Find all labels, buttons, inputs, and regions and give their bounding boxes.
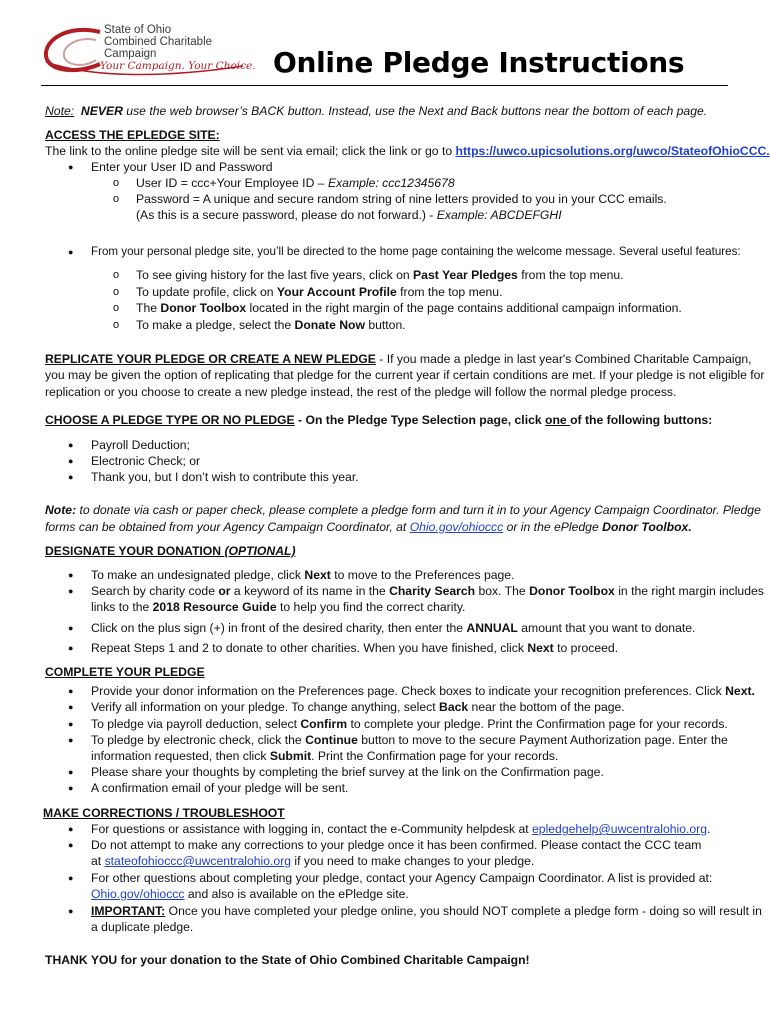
next-text: Next	[304, 568, 331, 582]
step-text: . Print the Confirmation page for your records.	[311, 749, 559, 763]
bullet-icon: ●	[68, 783, 74, 793]
option-payroll: Payroll Deduction;	[91, 438, 190, 452]
complete-step6: A confirmation email of your pledge will be sent.	[91, 781, 349, 795]
feature-text: located in the right margin of the page contains additional campaign information.	[246, 301, 682, 315]
item-text: For questions or assistance with logging in, contact the e-Community helpdesk at	[91, 822, 533, 836]
step-text: links to the	[91, 600, 153, 614]
bullet-icon: ●	[68, 767, 74, 777]
option-no-contribution: Thank you, but I don’t wish to contribute this year.	[91, 470, 359, 484]
step-text: To pledge via payroll deduction, select	[91, 717, 301, 731]
feature-text: button.	[364, 318, 406, 332]
donor-toolbox-text: Donor Toolbox	[529, 584, 615, 598]
step-text: To make an undesignated pledge, click	[91, 568, 305, 582]
bullet-icon: ●	[68, 586, 74, 596]
complete-step5: Please share your thoughts by completing the brief survey at the link on the Confirmation page.	[91, 765, 604, 779]
access-intro	[45, 143, 770, 159]
bullet-icon: ●	[68, 906, 74, 916]
bullet-icon: ●	[68, 456, 74, 466]
step-text: near the bottom of the page.	[468, 700, 625, 714]
step-text: to help you find the correct charity.	[276, 600, 466, 614]
replicate-text: - If you made a pledge in last year's Combined Charitable Campaign,	[375, 352, 752, 366]
or-text: or	[218, 584, 231, 598]
sub-bullet-icon: o	[113, 177, 120, 189]
bullet-icon: ●	[68, 570, 74, 580]
step-text: box. The	[475, 584, 530, 598]
step-text: Verify all information on your pledge. To change anything, select	[91, 700, 440, 714]
password-item: Password = A unique and secure random string of nine letters provided to you in your CCC emails.	[136, 192, 667, 206]
userid-text: User ID = ccc+Your Employee ID –	[136, 176, 328, 190]
ohio-ccc-logo	[38, 22, 256, 82]
designate-step3	[91, 620, 695, 636]
step-text: a keyword of its name in the	[230, 584, 390, 598]
access-heading: ACCESS THE EPLEDGE SITE:	[45, 128, 220, 142]
donate-now-text: Donate Now	[294, 318, 365, 332]
bullet-icon: ●	[68, 735, 74, 745]
note-text: use the web browser’s BACK button. Instead, use the Next and Back buttons near the bottom of each page.	[122, 104, 708, 118]
feature-text: To update profile, click on	[136, 285, 277, 299]
epledge-site-link[interactable]: https://uwco.upicsolutions.org/uwco/StateofOhioCCC.	[455, 144, 770, 158]
your-account-profile-text: Your Account Profile	[276, 285, 397, 299]
bullet-icon: ●	[68, 824, 74, 834]
step-text: button to move to the secure Payment Authorization page. Enter the	[357, 733, 728, 747]
complete-step1	[91, 683, 755, 699]
important-label: IMPORTANT:	[91, 904, 166, 918]
note-text: to donate via cash or paper check, please complete a pledge form and turn it in to your Agency Campaign Coordinator. Pledge	[76, 503, 761, 517]
access-intro-text: The link to the online pledge site will be sent via email; click the link or go to	[45, 144, 456, 158]
sub-bullet-icon: o	[113, 269, 120, 281]
bullet-icon: ●	[68, 643, 74, 653]
charity-search-text: Charity Search	[389, 584, 476, 598]
sub-bullet-icon: o	[113, 286, 120, 298]
password-example: Example: ABCDEFGHI	[436, 208, 562, 222]
designate-heading	[45, 543, 296, 559]
bullet-icon: ●	[68, 719, 74, 729]
note-label: Note:	[45, 104, 75, 118]
feature-text: The	[136, 301, 161, 315]
userid-example: Example: ccc12345678	[327, 176, 455, 190]
logo-tagline: Your Campaign. Your Choice.	[100, 60, 256, 72]
complete-step2	[91, 699, 625, 715]
note-cash-check	[45, 502, 761, 518]
corrections-heading: MAKE CORRECTIONS / TROUBLESHOOT	[43, 806, 285, 820]
complete-step4-line2	[91, 748, 558, 764]
choose-heading-line	[45, 412, 712, 428]
feature-text: from the top menu.	[517, 268, 624, 282]
designate-step2-line2	[91, 599, 465, 615]
item-text: and also is available on the ePledge site.	[184, 887, 409, 901]
ohio-ccc-link[interactable]: Ohio.gov/ohioccc	[91, 887, 185, 901]
step-text: amount that you want to donate.	[517, 621, 696, 635]
bullet-icon: ●	[68, 702, 74, 712]
note-label: Note:	[45, 503, 77, 517]
bullet-icon: ●	[68, 840, 74, 850]
step-text: to move to the Preferences page.	[330, 568, 515, 582]
past-year-pledges-text: Past Year Pledges	[413, 268, 518, 282]
feature-text: To make a pledge, select the	[136, 318, 295, 332]
step-text: to proceed.	[553, 641, 619, 655]
logo-text-line1: State of Ohio	[104, 24, 172, 36]
corrections-item2: Do not attempt to make any corrections to your pledge once it has been confirmed. Please contact the CCC team	[91, 838, 702, 852]
sub-bullet-icon: o	[113, 193, 120, 205]
corrections-item3-line2	[91, 886, 409, 902]
submit-text: Submit	[269, 749, 312, 763]
choose-heading: CHOOSE A PLEDGE TYPE OR NO PLEDGE	[45, 413, 295, 427]
enter-credentials: Enter your User ID and Password	[91, 160, 273, 174]
next-text: Next.	[725, 684, 755, 698]
item-text: .	[707, 822, 711, 836]
corrections-item1	[91, 821, 710, 837]
step-text: information requested, then click	[91, 749, 270, 763]
choose-text: of the following buttons:	[570, 413, 713, 427]
donor-toolbox-text: Donor Toolbox.	[602, 520, 692, 534]
corrections-item2-line2	[91, 853, 534, 869]
feature-text: To see giving history for the last five years, click on	[136, 268, 414, 282]
bullet-icon: ●	[68, 472, 74, 482]
bullet-icon: ●	[68, 162, 74, 172]
feature-donate-now	[136, 317, 406, 333]
step-text: Repeat Steps 1 and 2 to donate to other charities. When you have finished, click	[91, 641, 528, 655]
bullet-icon: ●	[68, 623, 74, 633]
donor-toolbox-text: Donor Toolbox	[160, 301, 247, 315]
feature-text: from the top menu.	[396, 285, 503, 299]
optional-label: (OPTIONAL)	[224, 544, 296, 558]
replicate-line2: you may be given the option of replicating that pledge for the current year if certain conditions are met. If your pledge is not eligible for	[45, 368, 765, 382]
item-text: at	[91, 854, 105, 868]
annual-text: ANNUAL	[466, 621, 518, 635]
note-browser-back	[45, 103, 707, 119]
bullet-icon: ●	[68, 686, 74, 696]
password-note	[136, 207, 562, 223]
designate-step1	[91, 567, 514, 583]
bullet-icon: ●	[68, 440, 74, 450]
designate-step2	[91, 583, 764, 599]
note-text: forms can be obtained from your Agency Campaign Coordinator, at	[45, 520, 410, 534]
option-echeck: Electronic Check; or	[91, 454, 201, 468]
bullet-icon: ●	[68, 247, 74, 257]
feature-profile	[136, 284, 502, 300]
thank-you-message: THANK YOU for your donation to the State of Ohio Combined Charitable Campaign!	[45, 953, 530, 967]
back-text: Back	[439, 700, 469, 714]
page-title: Online Pledge Instructions	[273, 46, 685, 79]
complete-step4	[91, 732, 728, 748]
corrections-item4	[91, 903, 762, 919]
sub-bullet-icon: o	[113, 319, 120, 331]
epledgehelp-email-link[interactable]: epledgehelp@uwcentralohio.org	[532, 822, 708, 836]
feature-donor-toolbox	[136, 300, 682, 316]
note-cash-check-line2	[45, 519, 692, 535]
item-text: Once you have completed your pledge online, you should NOT complete a pledge form - doing so will result in	[165, 904, 762, 918]
step-text: Click on the plus sign (+) in front of the desired charity, then enter the	[91, 621, 467, 635]
home-page-info: From your personal pledge site, you’ll be directed to the home page containing the welcome message. Several useful features:	[91, 245, 741, 258]
step-text: in the right margin includes	[614, 584, 764, 598]
continue-text: Continue	[305, 733, 358, 747]
choose-text: - On the Pledge Type Selection page, click	[294, 413, 546, 427]
note-text: or in the ePledge	[503, 520, 603, 534]
resource-guide-text: 2018 Resource Guide	[152, 600, 277, 614]
ohio-ccc-link[interactable]: Ohio.gov/ohioccc	[409, 520, 504, 534]
choose-one: one	[545, 413, 571, 427]
complete-step3	[91, 716, 728, 732]
bullet-icon: ●	[68, 873, 74, 883]
replicate-paragraph	[45, 351, 752, 367]
step-text: Provide your donor information on the Preferences page. Check boxes to indicate your recognition preferences. Click	[91, 684, 726, 698]
next-text: Next	[527, 641, 554, 655]
feature-past-pledges	[136, 267, 624, 283]
step-text: to complete your pledge. Print the Confirmation page for your records.	[347, 717, 728, 731]
password-note-text: (As this is a secure password, please do not forward.) -	[136, 208, 437, 222]
designate-heading-text: DESIGNATE YOUR DONATION	[45, 544, 225, 558]
stateofohioccc-email-link[interactable]: stateofohioccc@uwcentralohio.org	[104, 854, 292, 868]
step-text: To pledge by electronic check, click the	[91, 733, 306, 747]
step-text: Search by charity code	[91, 584, 219, 598]
title-rule	[41, 85, 728, 86]
logo-text-line2: Combined Charitable Campaign	[104, 36, 213, 60]
never-text: NEVER	[80, 104, 123, 118]
replicate-heading: REPLICATE YOUR PLEDGE OR CREATE A NEW PLEDGE	[45, 352, 376, 366]
corrections-item4-line2: a duplicate pledge.	[91, 920, 194, 934]
sub-bullet-icon: o	[113, 302, 120, 314]
replicate-line3: replication or you choose to create a new pledge instead, the rest of the pledge will follow the normal pledge process.	[45, 385, 677, 399]
userid-item	[136, 175, 455, 191]
confirm-text: Confirm	[300, 717, 348, 731]
designate-step4	[91, 640, 618, 656]
corrections-item3: For other questions about completing your pledge, contact your Agency Campaign Coordinator. A list is provided at:	[91, 871, 713, 885]
complete-heading: COMPLETE YOUR PLEDGE	[45, 665, 205, 679]
item-text: if you need to make changes to your pledge.	[291, 854, 535, 868]
